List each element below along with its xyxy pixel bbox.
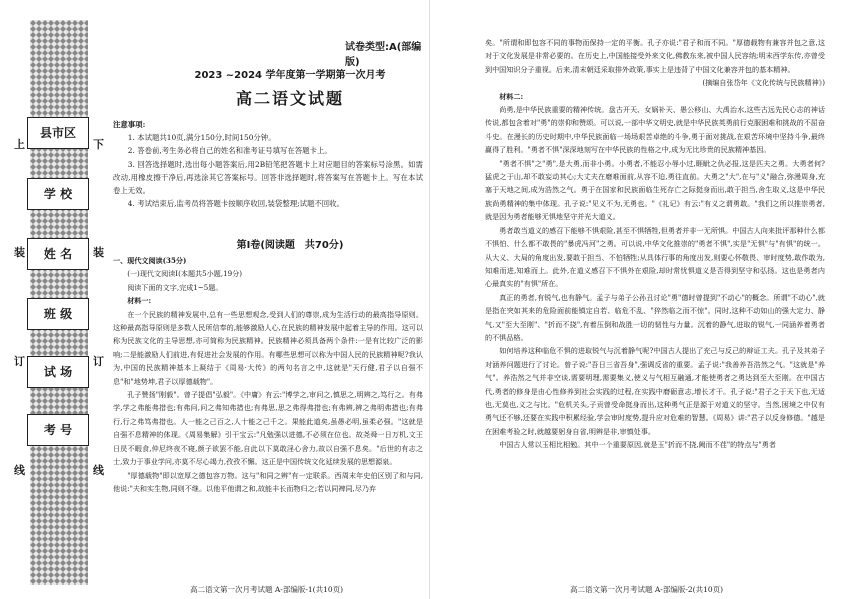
paragraph: 矣。"所谓和即包容不同的事物而保持一定的平衡。孔子亦说:"君子和而不同。"厚德载物有兼容并包之意,这对于文化发展是非常必要的。在历史上,中国能接受外来文化,佛教东来,被中国人民容纳;明末西学东传,亦曾受到中国知识分子重视。后来,清末朝廷采取排外政策,事实上是违背了中国文化兼容并包的基本精神。 xyxy=(485,38,825,74)
page-title: 高二语文试题 xyxy=(235,89,344,108)
material-title: 材料二: xyxy=(499,91,524,101)
page-footer: 高二语文第一次月考试题 A-部编版-1(共10页) xyxy=(190,585,344,594)
field-name: 姓 名 xyxy=(27,238,89,270)
field-county: 县市区 xyxy=(27,117,89,149)
left-body xyxy=(113,254,423,576)
note-item: 1. 本试题共10页,满分150分,时间150分钟。 xyxy=(127,133,276,143)
paragraph: 孔子赞扬"刚毅"。曾子提倡"弘毅"。《中庸》有云:"博学之,审问之,慎思之,明辨之,笃行之。有弗学,学之弗能弗措也;有弗问,问之弗知弗措也;有弗思,思之弗得弗措也;有弗辨,辨之弗明弗措也;有弗行,行之弗笃弗措也。人一能之己百之,人十能之己千之。果能此道矣,虽愚必明,虽柔必强。"这就是自强不息精神的体现。《周易集解》引干宝云:"凡勉强以进德,不必须在位也。故尧舜一日万机,文王日昃不暇食,仲尼终夜不寝,颜子欲罢不能,自此以下莫敢淫心舍力,故以自强不息矣。"后世的有志之士,致力于事业学问,亦莫不尽心竭力,孜孜不懈。这正是中国传统文化延续发展的思想源泉。 xyxy=(113,390,423,467)
sub-title: (一)现代文阅读Ⅰ(本题共5小题,19分) xyxy=(127,269,242,279)
exam-type: 试卷类型:A(部编版) xyxy=(345,42,422,68)
note-item: 3. 回答选择题时,选出每小题答案后,用2B铅笔把答题卡上对应题目的答案标号涂黑。如需改动,用橡皮擦干净后,再选涂其它答案标号。回答非选择题时,将答案写在答题卡上。写在本试卷上无效。 xyxy=(113,159,423,196)
side-mark-xian: 线 xyxy=(14,464,25,477)
field-exam-room: 试 场 xyxy=(27,356,89,388)
part-title: 一、现代文阅读(35分) xyxy=(113,256,187,265)
page-footer: 高二语文第一次月考试题 A-部编版-2(共10页) xyxy=(570,585,724,594)
note-item: 4. 考试结束后,监考员将答题卡按顺序收回,装袋整理;试题不回收。 xyxy=(127,199,344,209)
paragraph: "勇者不惧"之"勇",是大勇,而非小勇。小勇者,不能忍小辱小过,睚眦之仇必报,这是匹夫之勇。大勇者何?猛虎之于山,却不敢妄动其心;大丈夫在磨难面前,从容不迫,勇往直前。大勇之"大",在与"义"融合,弥漫周身,充塞于天地之间,成为浩然之气。勇于在国家和民族面临生死存亡之际挺身而出,敢于担当,舍生取义,这是中华民族尚勇精神的集中体现。孔子说:"见义不为,无勇也。"《礼记》有云:"有义之谓勇敢。"我们之所以推崇勇者,就是因为勇者能够无惧地坚守并光大道义。 xyxy=(485,158,825,222)
source-citation: (摘编自张岱年《文化传统与民族精神》) xyxy=(702,78,825,88)
field-school: 学 校 xyxy=(27,178,89,210)
paragraph: 在一个民族的精神发展中,总有一些思想观念,受到人们的尊崇,成为生活行动的最高指导原则。这种最高指导原则是多数人民所信奉的,能够激励人心,在民族的精神发展中起着主导的作用。这可以称为民族文化的主导思想,亦可简称为民族精神。民族精神必须具备两个条件:一是有比较广泛的影响;二是能激励人们前进,有促进社会发展的作用。有哪些思想可以称为中国人民的民族精神呢?我认为,中国的民族精神基本上凝结于《周易·大传》的两句名言之中,这就是"天行健,君子以自强不息"和"地势坤,君子以厚德载物"。 xyxy=(113,309,423,386)
side-mark-top: 下 xyxy=(93,138,104,151)
paragraph: 如何培养这种临危不惧的进取锐气与沉着静气呢?中国古人提出了充己与反己的辩证工夫。孔子及其弟子对涵养问题进行了讨论。曾子说:"吾日三省吾身",强调反省的重要。孟子说:"我善养吾浩然之气。"这就是"养气"。养浩然之气并非空谈,需要明理,需要集义,使义与气相互融通,才能使勇者之勇达到至大至刚。在中国古代,勇者的修身是由心性修养到社会实践的过程,在实践中磨砺意志,增长才干。孔子说:"君子之于天下也,无适也,无莫也,义之与比。"危机关头,子贡曾受命挺身而出,这种勇气正是源于对道义的坚守。当然,困境之中仅有勇气还不够,还要在实践中积累经验,学会审时度势,提升应对危难的智慧。《周易》讲:"君子以反身修德。"越是在困难考验之时,就越要躬身自省,明辨是非,审慎处事。 xyxy=(485,346,825,436)
paragraph: 中国古人常以玉相比相勉。其中一个重要原因,就是玉"折而不挠,阙而不荏"的特点与"勇者 xyxy=(499,440,776,450)
right-body xyxy=(485,36,825,576)
instruction: 阅读下面的文字,完成1~5题。 xyxy=(127,282,223,292)
side-mark-xian: 线 xyxy=(93,464,104,477)
paragraph: "厚德载物"即以宽厚之德包容万物。这与"和同之辨"有一定联系。西周末年史伯区别了和与同,他说:"夫和实生物,同则不继。以他平他谓之和,故能丰长而物归之;若以同裨同,尽乃弃 xyxy=(113,470,423,493)
side-mark-ding: 订 xyxy=(14,355,25,368)
section-title: 第Ⅰ卷(阅读题 共70分) xyxy=(236,240,344,251)
paragraph: 勇者敢当道义的感召下能够不惧艰险,甚至不惧牺牲,但勇者并非一无所惧。中国古人向来批评那种什么都不惧怕、什么都不敢畏的"暴虎冯河"之勇。可以说,中华文化推崇的"勇者不惧",实是"无惧"与"有惧"的统一。从大义、大局的角度出发,要敢于担当、不怕牺牲;从具体行事的角度出发,则要心怀敬畏、审时度势,敢作敢为,知难而进,知难而上。此外,在道义感召下不惧外在艰险,却时常忧惧道义是否得到坚守和弘扬。这也是勇者内心最真实的"有惧"所在。 xyxy=(485,225,825,289)
right-page xyxy=(430,0,860,599)
paragraph: 尚勇,是中华民族重要的精神传统。盘古开天、女娲补天、愚公移山、大禹治水,这些古远先民心志的神话传说,都包含着对"勇"的崇仰和赞颂。可以说,一部中华文明史,就是中华民族英勇前行克服困难和挑战的不屈奋斗史。在漫长的历史时期中,中华民族面临一场场艰苦卓绝的斗争,勇于面对挑战,在艰苦环境中坚持斗争,最终赢得了胜利。"勇者不惧"深深地刻写在中华民族的性格之中,成为无比珍贵的民族精神基因。 xyxy=(485,105,825,155)
notes-title: 注意事项: xyxy=(113,120,146,129)
note-item: 2. 答卷前,考生务必将自己的姓名和准考证号填写在答题卡上。 xyxy=(127,146,332,156)
material-title: 材料一: xyxy=(127,296,152,306)
year-title: 2023 ~2024 学年度第一学期第一次月考 xyxy=(194,70,386,81)
side-mark-zhuang: 装 xyxy=(14,246,25,259)
paragraph: 真正的勇者,有锐气,也有静气。孟子与弟子公孙丑讨论"勇"德时曾提到"不动心"的概念。所谓"不动心",就是指在突如其来的危险面前能镇定自若、临危不乱、"猝然临之而不惊"。同时,这种不动如山的强大定力、静气,又"至大至刚"、"折而不挠",有着压倒和战胜一切的韧性与力量。沉着的静气,进取的锐气,一同涵养着勇者的不惧品格。 xyxy=(485,292,825,342)
field-exam-number: 考 号 xyxy=(27,414,89,446)
side-mark-zhuang: 装 xyxy=(93,246,104,259)
side-mark-ding: 订 xyxy=(93,355,104,368)
field-class: 班 级 xyxy=(27,298,89,330)
side-mark-top: 上 xyxy=(14,138,25,151)
notes xyxy=(113,118,423,210)
